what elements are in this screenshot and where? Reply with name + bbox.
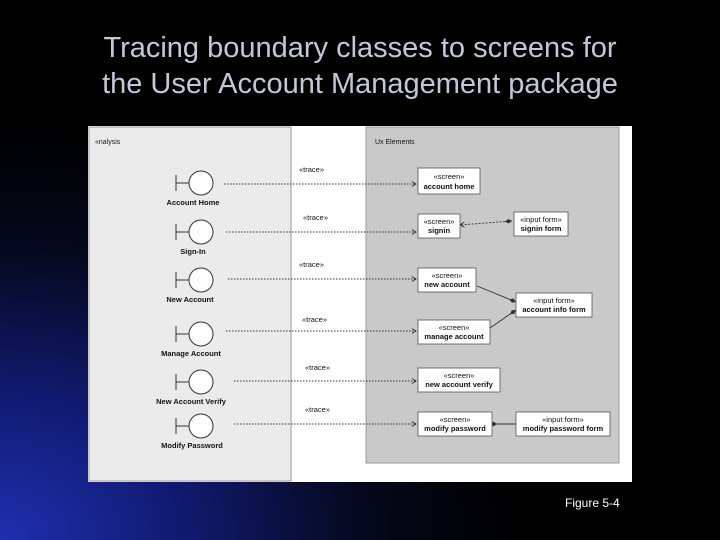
- boundary-label: Account Home: [166, 198, 220, 207]
- form-stereotype: «input form»: [533, 296, 575, 305]
- screen-name: signin: [427, 226, 451, 235]
- form-name: account info form: [522, 305, 586, 314]
- screen-new-account: [418, 268, 476, 292]
- form-stereotype: «input form»: [542, 415, 584, 424]
- form-name: modify password form: [522, 424, 604, 433]
- figure-caption: Figure 5-4: [565, 496, 620, 510]
- uml-figure: [88, 126, 632, 482]
- form-name: signin form: [520, 224, 562, 233]
- boundary-label: Modify Password: [161, 441, 223, 450]
- screen-manage-account: [418, 320, 490, 344]
- screen-modify-password: [418, 412, 492, 436]
- trace-label: «trace»: [305, 363, 331, 372]
- boundary-label: Manage Account: [161, 349, 221, 358]
- slide-title: [0, 30, 720, 102]
- trace-label: «trace»: [302, 315, 328, 324]
- ux-elements-package-label: Ux Elements: [375, 139, 415, 146]
- screen-name: new account verify: [425, 380, 493, 389]
- screen-name: new account: [424, 280, 470, 289]
- screen-stereotype: «screen»: [443, 371, 475, 380]
- trace-label: «trace»: [303, 213, 329, 222]
- trace-label: «trace»: [299, 260, 325, 269]
- screen-stereotype: «screen»: [438, 323, 470, 332]
- screen-stereotype: «screen»: [433, 172, 465, 181]
- trace-label: «trace»: [299, 165, 325, 174]
- form-stereotype: «input form»: [520, 215, 562, 224]
- uml-diagram: [88, 126, 632, 482]
- boundary-label: Sign-In: [180, 247, 206, 256]
- boundary-label: New Account Verify: [156, 397, 226, 406]
- boundary-label: New Account: [166, 295, 214, 304]
- screen-signin: [418, 214, 460, 238]
- form-modify-password: [516, 412, 610, 436]
- screen-new-account-verify: [418, 368, 500, 392]
- slide-title-line-1: Tracing boundary classes to screens for: [103, 32, 617, 64]
- form-signin: [514, 212, 568, 236]
- screen-stereotype: «screen»: [439, 415, 471, 424]
- screen-stereotype: «screen»: [431, 271, 463, 280]
- screen-account-home: [418, 168, 480, 194]
- form-account-info: [516, 293, 592, 317]
- trace-label: «trace»: [305, 405, 331, 414]
- slide-title-line-2: the User Account Management package: [102, 68, 618, 100]
- screen-name: account home: [423, 182, 475, 191]
- analysis-package-label: «nalysis: [95, 139, 121, 146]
- screen-name: modify password: [424, 424, 486, 433]
- screen-stereotype: «screen»: [423, 217, 455, 226]
- screen-name: manage account: [424, 332, 484, 341]
